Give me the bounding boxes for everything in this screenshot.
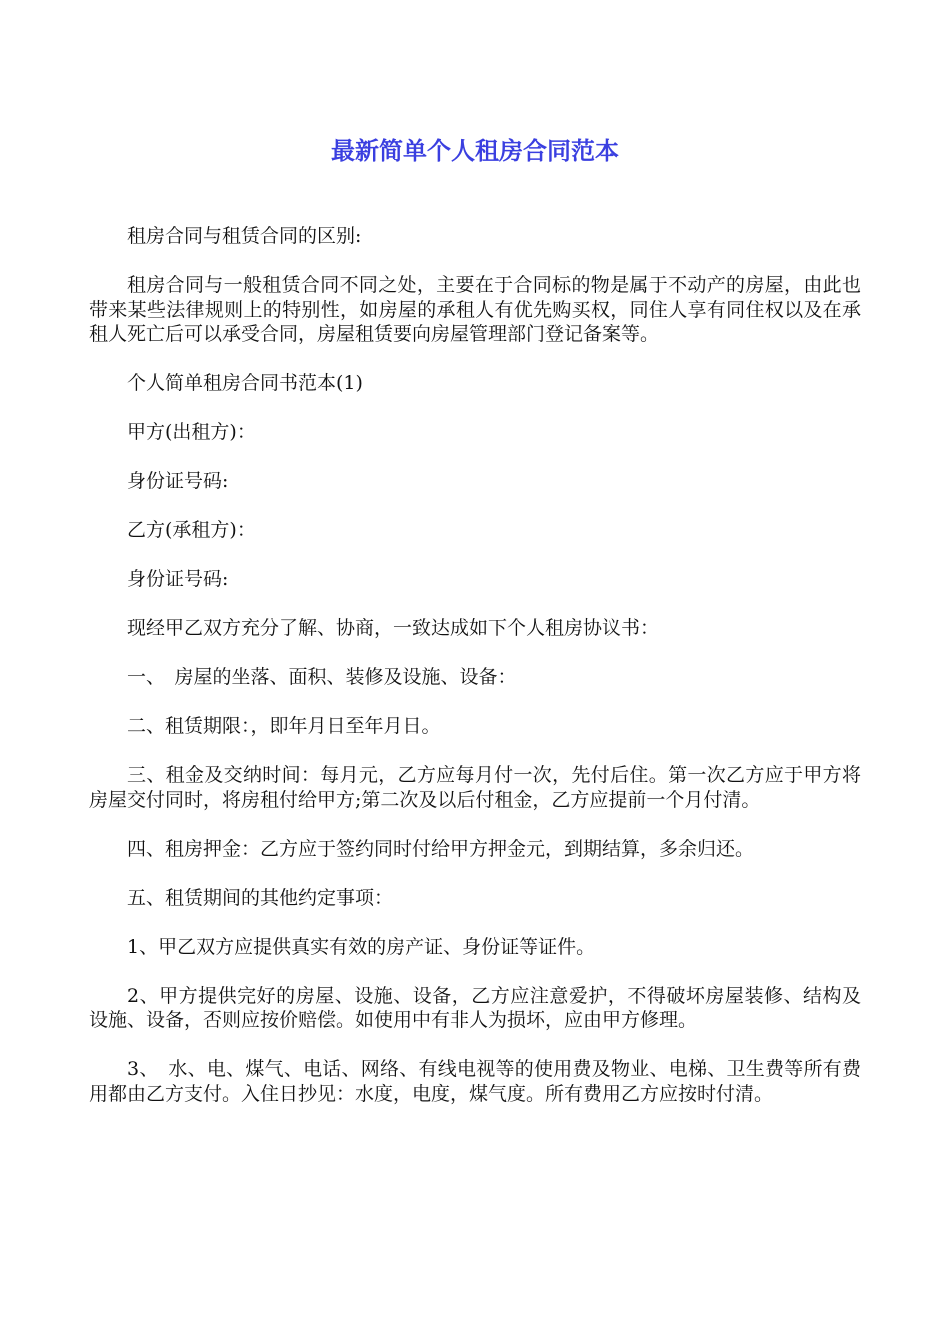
document-title: 最新简单个人租房合同范本 [331,137,619,165]
paragraph: 1、甲乙双方应提供真实有效的房产证、身份证等证件。 [127,935,596,958]
paragraph: 3、 水、电、煤气、电话、网络、有线电视等的使用费及物业、电梯、卫生费等所有费用都由乙方支付。入住日抄见：水度，电度，煤气度。所有费用乙方应按时付清。 [89,1058,861,1105]
paragraph: 现经甲乙双方充分了解、协商，一致达成如下个人租房协议书： [127,617,660,639]
paragraph: 身份证号码: [127,470,229,492]
paragraph: 乙方(承租方)： [127,519,256,541]
paragraph: 2、甲方提供完好的房屋、设施、设备，乙方应注意爱护，不得破坏房屋装修、结构及设施、设备，否则应按价赔偿。如使用中有非人为损坏，应由甲方修理。 [89,984,861,1031]
paragraph: 个人简单租房合同书范本(1) [127,372,363,394]
paragraph: 甲方(出租方)： [127,421,256,443]
paragraph: 身份证号码: [127,568,229,590]
paragraph: 二、租赁期限：，即年月日至年月日。 [127,715,441,737]
paragraph: 三、租金及交纳时间：每月元，乙方应每月付一次，先付后住。第一次乙方应于甲方将房屋交付同时，将房租付给甲方;第二次及以后付租金，乙方应提前一个月付清。 [89,764,861,811]
paragraph: 五、租赁期间的其他约定事项： [127,886,394,909]
paragraph: 租房合同与一般租赁合同不同之处，主要在于合同标的物是属于不动产的房屋，由此也带来某些法律规则上的特别性，如房屋的承租人有优先购买权，同住人享有同住权以及在承租人死亡后可以承受合同，房屋租赁要向房屋管理部门登记备案等。 [89,274,861,345]
paragraph: 四、租房押金：乙方应于签约同时付给甲方押金元，到期结算，多余归还。 [127,837,755,860]
paragraph: 租房合同与租赁合同的区别: [127,225,362,247]
paragraph: 一、 房屋的坐落、面积、装修及设施、设备： [127,666,517,688]
document-body [89,224,861,1131]
